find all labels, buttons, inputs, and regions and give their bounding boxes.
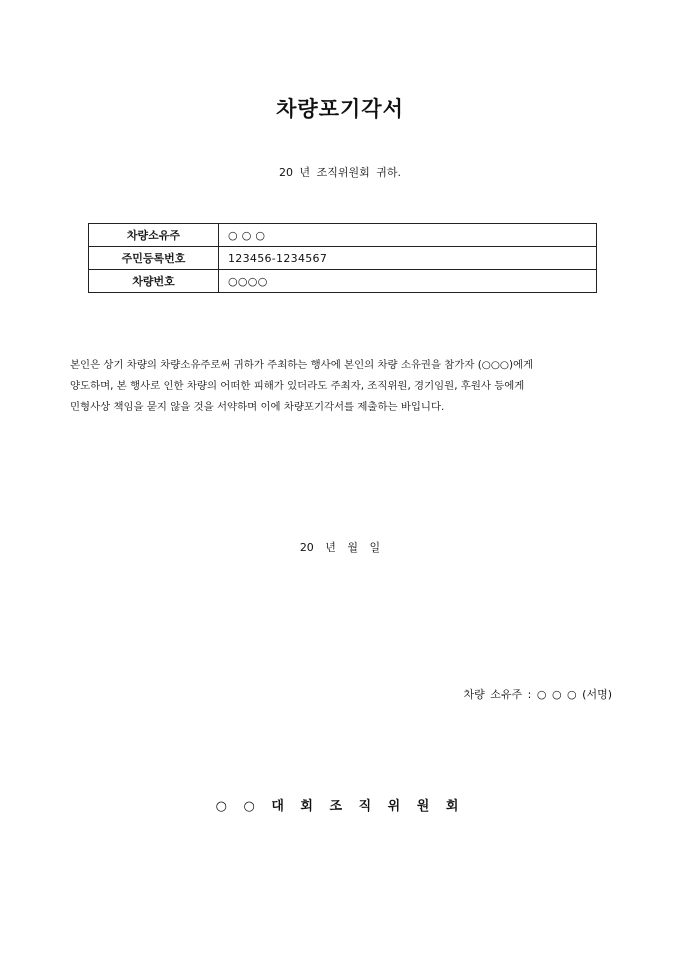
resident-number-value: 123456-1234567 — [219, 247, 597, 270]
table-row — [89, 247, 597, 270]
owner-label: 차량소유주 — [89, 224, 219, 247]
owner-value: ○ ○ ○ — [219, 224, 597, 247]
addressee-line: 20 년 조직위원회 귀하. — [279, 166, 401, 179]
statement-line: 양도하며, 본 행사로 인한 차량의 어떠한 피해가 있더라도 주최자, 조직위원, 경기임원, 후원사 등에게 — [70, 380, 525, 392]
statement-paragraph — [70, 355, 622, 418]
statement-line: 민형사상 책임을 묻지 않을 것을 서약하며 이에 차량포기각서를 제출하는 바입니다. — [70, 401, 445, 413]
resident-number-label: 주민등록번호 — [89, 247, 219, 270]
date-line: 20 년 월 일 — [299, 541, 381, 554]
table-row — [89, 270, 597, 293]
statement-line: 본인은 상기 차량의 차량소유주로써 귀하가 주최하는 행사에 본인의 차량 소유권을 참가자 (○○○)에게 — [70, 359, 534, 371]
page-title: 차량포기각서 — [276, 97, 404, 121]
vehicle-info-table — [88, 223, 597, 293]
vehicle-number-value: ○○○○ — [219, 270, 597, 293]
organization-name: ○ ○ 대 회 조 직 위 원 회 — [215, 799, 465, 814]
vehicle-number-label: 차량번호 — [89, 270, 219, 293]
table-row — [89, 224, 597, 247]
owner-signature-line: 차량 소유주 : ○ ○ ○ (서명) — [463, 688, 612, 701]
